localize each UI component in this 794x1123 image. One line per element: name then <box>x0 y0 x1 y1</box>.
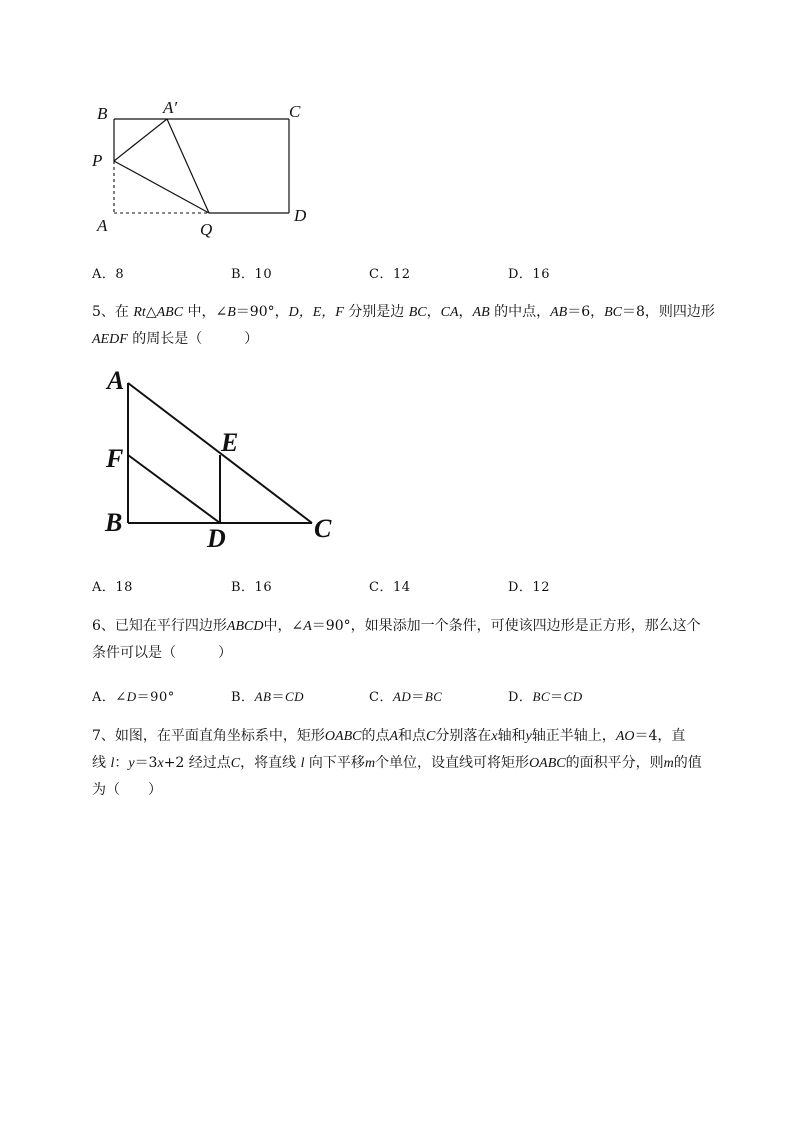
q6-option-a[interactable]: A．∠D＝90° <box>92 689 175 705</box>
question-7 <box>92 723 742 803</box>
q4-option-c[interactable]: C．12 <box>369 267 411 282</box>
label-e: E <box>221 428 239 457</box>
label-c: C <box>314 514 332 543</box>
question-6 <box>92 613 742 666</box>
label-a: A <box>97 216 108 235</box>
edge-a-prime-q <box>167 119 209 213</box>
label-d: D <box>294 206 307 225</box>
figure-rectangle-fold <box>85 95 325 245</box>
q6-option-b[interactable]: B．AB＝CD <box>231 689 305 705</box>
edge-pa-prime <box>114 119 167 161</box>
figure-1-svg <box>85 95 325 245</box>
question-5 <box>92 299 742 353</box>
q4-option-a[interactable]: A．8 <box>92 267 125 282</box>
q6-line-2: 条件可以是（ ） <box>92 645 232 661</box>
q4-option-b[interactable]: B．10 <box>231 267 273 282</box>
figure-triangle-midpoints <box>100 365 350 555</box>
q5-line-1: 5、在 Rt△ABC 中，∠B＝90°，D，E，F 分别是边 BC，CA，AB 的中点，AB＝6，BC＝8，则四边形 <box>92 304 715 320</box>
label-a-prime: A′ <box>163 98 178 117</box>
figure-2-svg <box>100 365 350 555</box>
label-d: D <box>207 524 226 553</box>
q6-option-d[interactable]: D．BC＝CD <box>508 689 583 705</box>
q5-option-d[interactable]: D．12 <box>508 580 550 595</box>
q5-option-c[interactable]: C．14 <box>369 580 411 595</box>
q6-line-1: 6、已知在平行四边形ABCD中，∠A＝90°，如果添加一个条件，可使该四边形是正方形，那么这个 <box>92 618 701 634</box>
q6-option-c[interactable]: C．AD＝BC <box>369 689 443 705</box>
label-a: A <box>107 366 125 395</box>
edge-pq <box>114 161 209 213</box>
q7-line-3: 为（ ） <box>92 782 162 798</box>
q5-option-b[interactable]: B．16 <box>231 580 273 595</box>
q5-option-a[interactable]: A．18 <box>92 580 133 595</box>
q4-option-d[interactable]: D．16 <box>508 267 550 282</box>
q7-line-2: 线 l：y＝3x+2 经过点C，将直线 l 向下平移m个单位，设直线可将矩形OABC的面积平分，则m的值 <box>92 755 702 771</box>
label-f: F <box>106 444 124 473</box>
label-b: B <box>97 104 108 123</box>
edge-fd <box>128 455 220 523</box>
label-q: Q <box>200 220 213 239</box>
q7-line-1: 7、如图，在平面直角坐标系中，矩形OABC的点A和点C分别落在x轴和y轴正半轴上，AO＝4，直 <box>92 728 686 744</box>
label-p: P <box>92 151 103 170</box>
label-c: C <box>289 102 301 121</box>
q5-line-2: AEDF 的周长是（ ） <box>92 331 259 347</box>
label-b: B <box>105 508 123 537</box>
